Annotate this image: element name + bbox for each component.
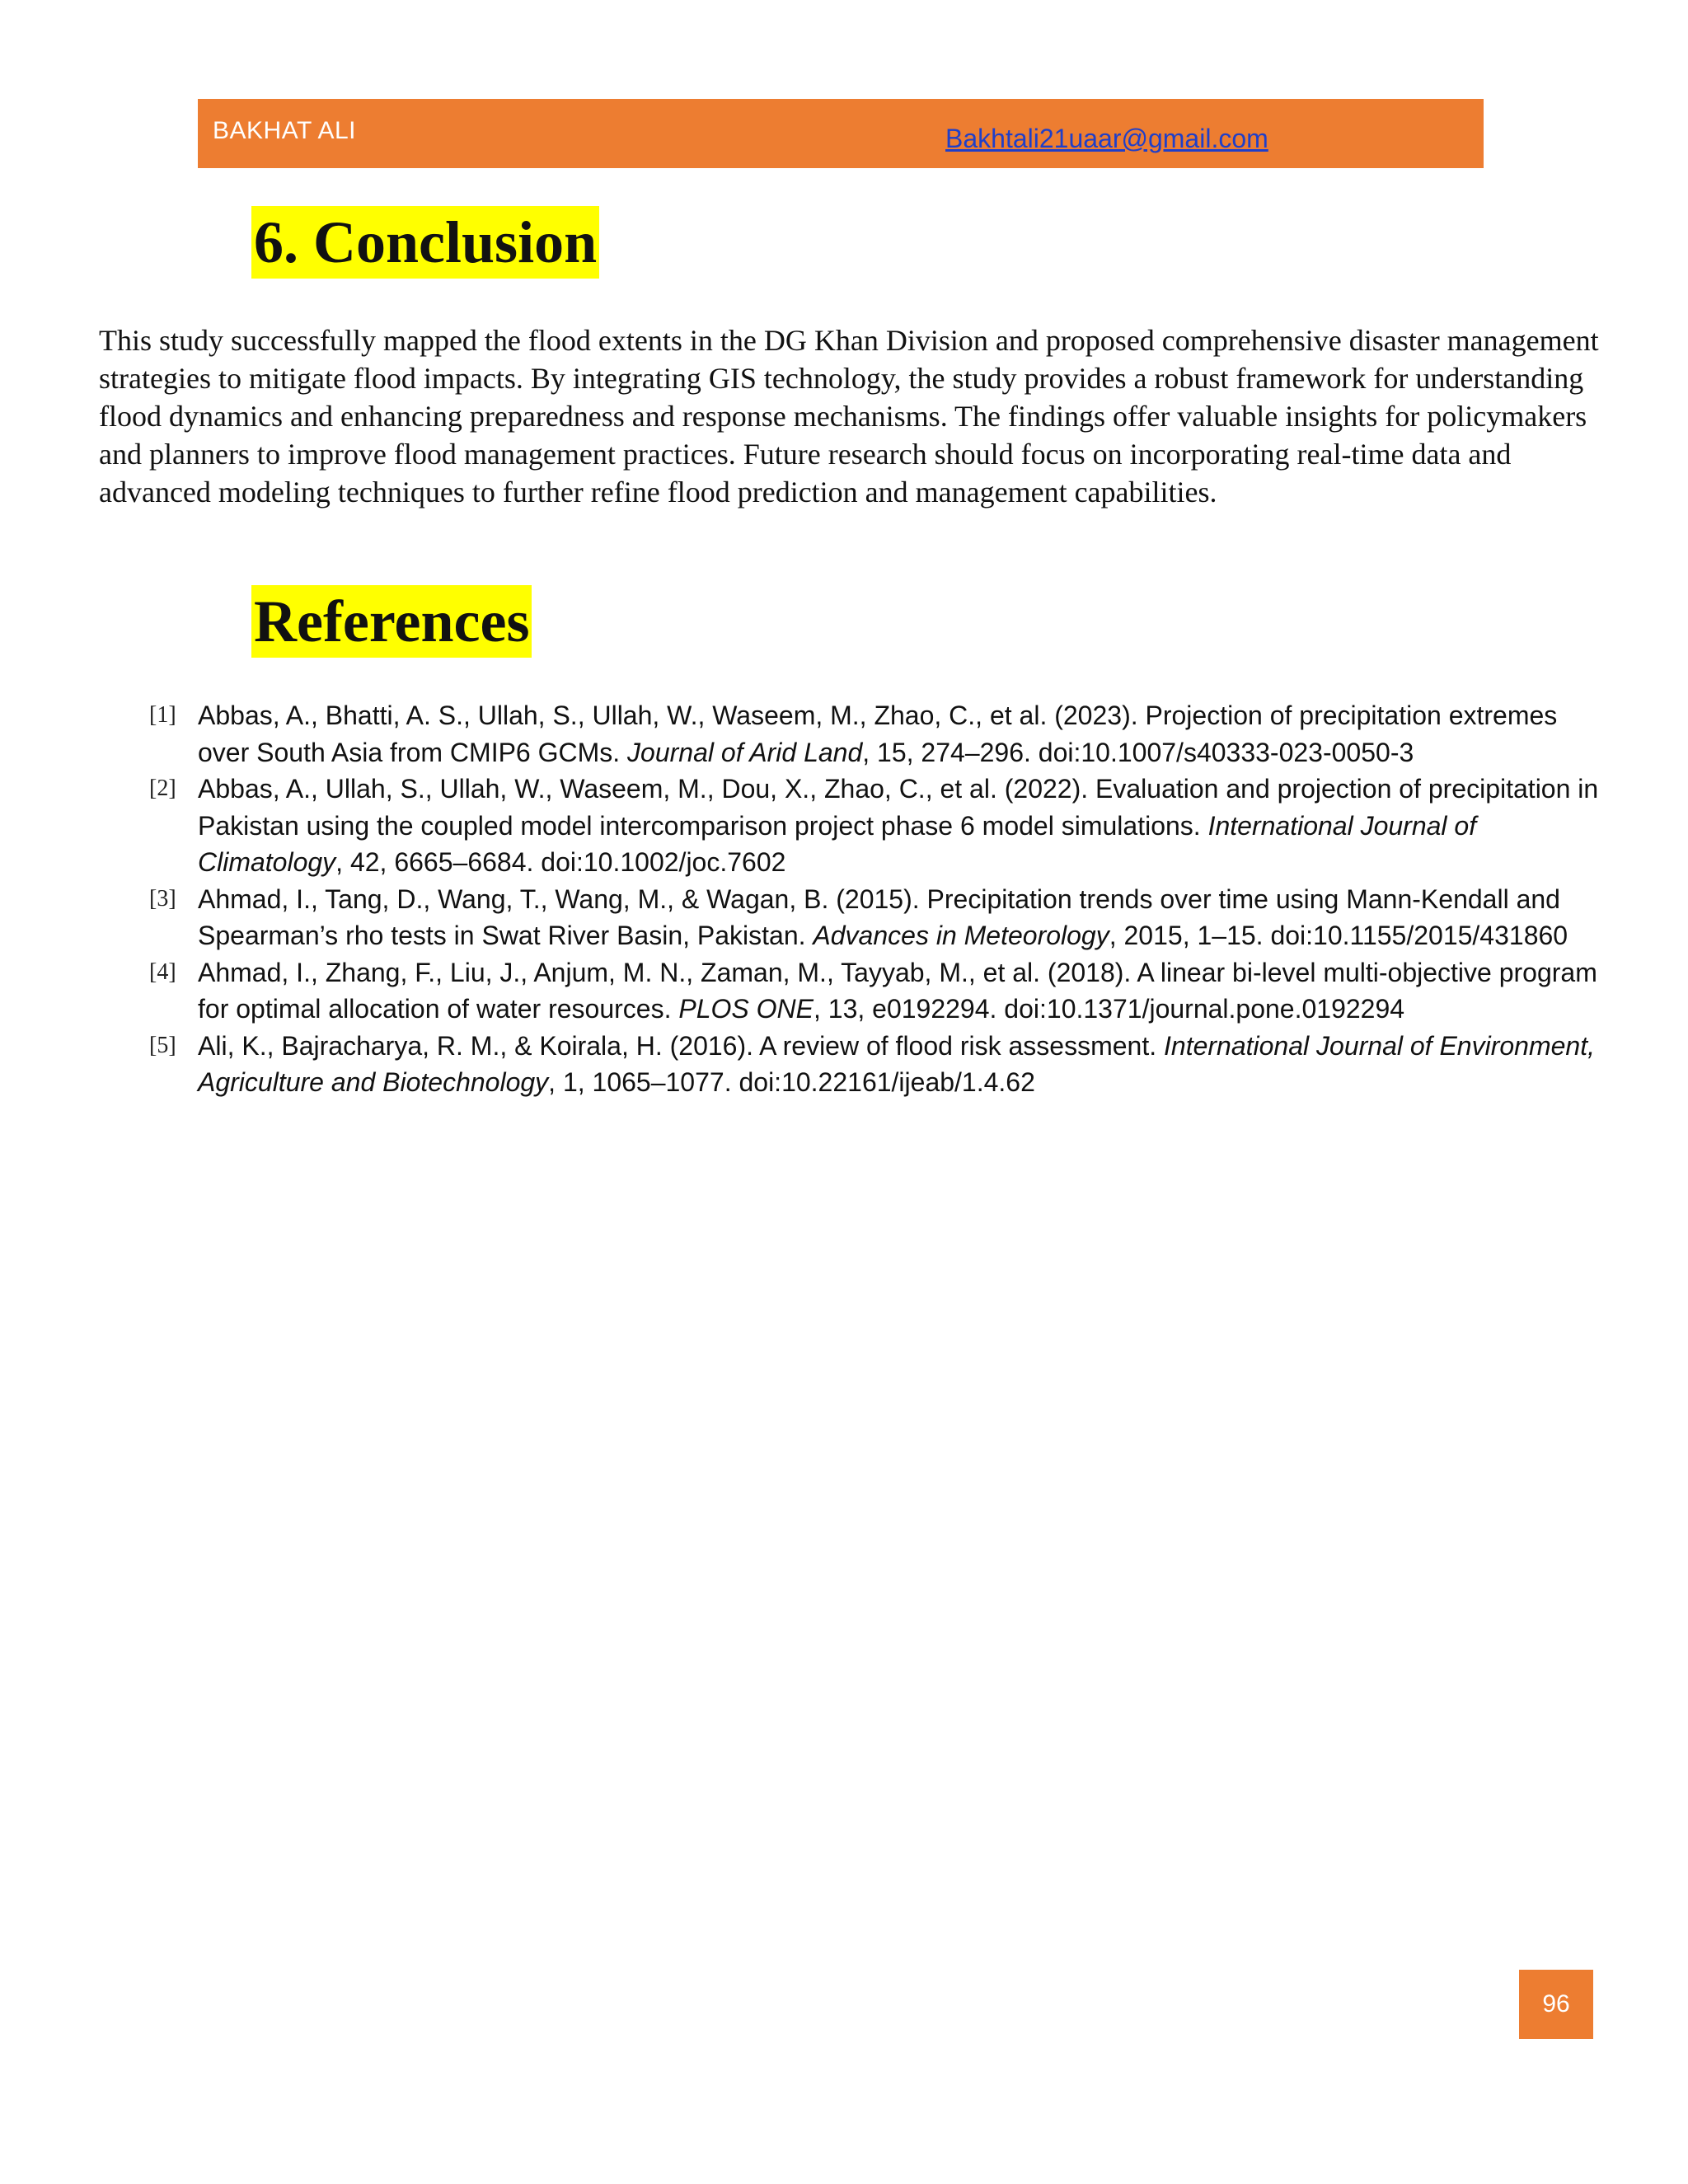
reference-details: , 1, 1065–1077. doi:10.22161/ijeab/1.4.62 [548,1067,1035,1097]
conclusion-heading: 6. Conclusion [251,206,599,279]
page-number: 96 [1542,1990,1570,2018]
reference-details: , 42, 6665–6684. doi:10.1002/joc.7602 [335,847,786,877]
header-author: BAKHAT ALI [213,117,356,144]
header-bar [198,99,1484,168]
conclusion-paragraph: This study successfully mapped the flood extents in the DG Khan Division and proposed comprehensive disaster management strategies to mitigate flood impacts. By integrating GIS technology, the study provides a robust framework for understanding flood dynamics and enhancing preparedness and response mechanisms. The findings offer valuable insights for policymakers and planners to improve flood management practices. Future research should focus on incorporating real-time data and advanced modeling techniques to further refine flood prediction and management capabilities. [99,324,1599,509]
reference-journal: PLOS ONE [678,994,814,1024]
reference-number: [3] [149,885,176,912]
reference-details: , 15, 274–296. doi:10.1007/s40333-023-0050-3 [862,737,1414,767]
reference-journal: International Journal of Environment, Agriculture and Biotechnology [198,1030,1595,1097]
reference-item [140,954,1607,1028]
reference-number: [2] [149,776,176,801]
reference-journal: Advances in Meteorology [813,921,1109,950]
reference-details: , 13, e0192294. doi:10.1371/journal.pone.0192294 [813,994,1405,1024]
reference-details: , 2015, 1–15. doi:10.1155/2015/431860 [1109,921,1568,950]
reference-text: Ahmad, I., Tang, D., Wang, T., Wang, M., & Wagan, B. (2015). Precipitation trends over time using Mann-Kendall and Spearman’s rho tests in Swat River Basin, Pakistan. [198,883,1560,950]
reference-text: Ali, K., Bajracharya, R. M., & Koirala, H. (2016). A review of flood risk assessment. [198,1030,1164,1061]
references-heading: References [251,585,532,658]
reference-item [140,771,1607,881]
reference-journal: International Journal of Climatology [198,810,1477,877]
reference-list [140,697,1607,1101]
header-email-link[interactable]: Bakhtali21uaar@gmail.com [945,124,1268,153]
reference-journal: Journal of Arid Land [627,737,863,767]
page-number-box [1519,1970,1593,2039]
reference-item [140,1028,1607,1101]
reference-text: Abbas, A., Bhatti, A. S., Ullah, S., Ullah, W., Waseem, M., Zhao, C., et al. (2023). Projection of precipitation extremes over South Asia from CMIP6 GCMs. [198,701,1558,767]
reference-item [140,881,1607,954]
reference-number: [1] [149,702,176,728]
reference-item [140,697,1607,771]
reference-text: Abbas, A., Ullah, S., Ullah, W., Waseem, M., Dou, X., Zhao, C., et al. (2022). Evaluation and projection of precipitation in Pakistan using the coupled model intercomparison project phase 6 model simulations. [198,774,1599,841]
reference-number: [4] [149,958,176,985]
reference-text: Ahmad, I., Zhang, F., Liu, J., Anjum, M. N., Zaman, M., Tayyab, M., et al. (2018). A linear bi-level multi-objective program for optimal allocation of water resources. [198,957,1597,1024]
reference-number: [5] [149,1032,176,1058]
